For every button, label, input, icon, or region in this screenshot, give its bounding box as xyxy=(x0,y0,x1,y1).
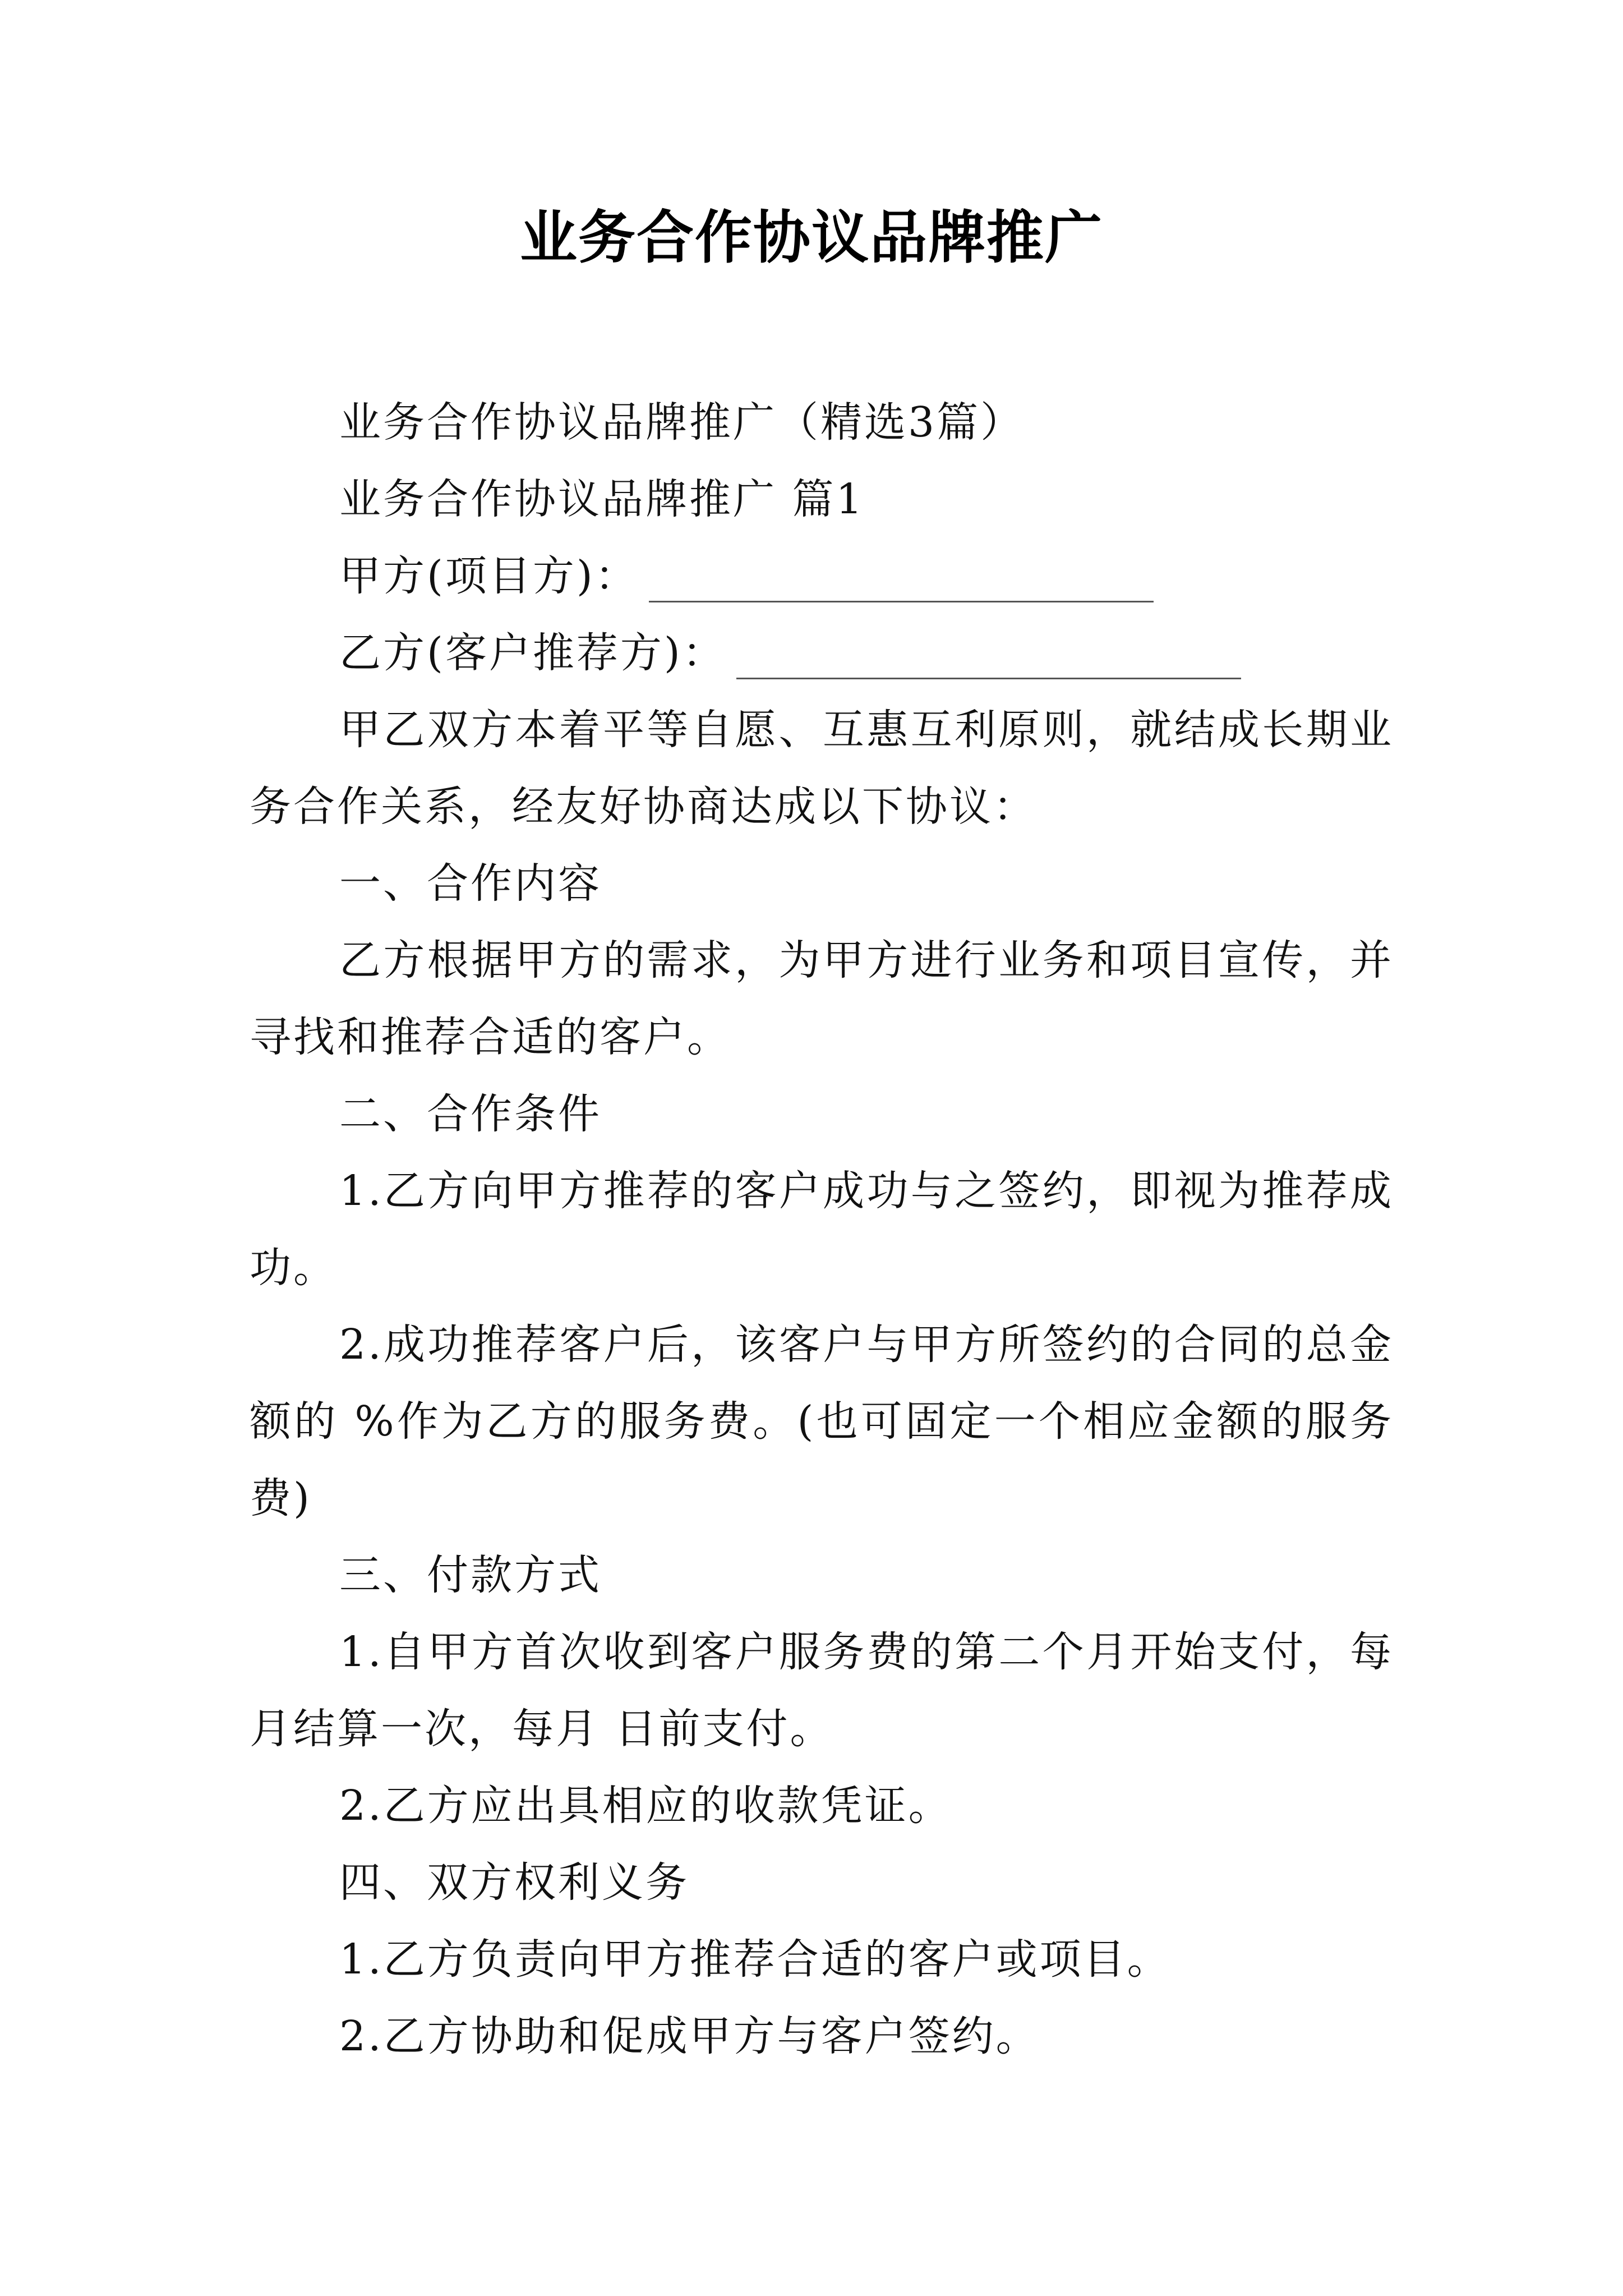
party-b-label: 乙方(客户推荐方)： xyxy=(339,629,726,677)
paragraph-party-b xyxy=(250,615,1394,692)
paragraph-payment-2: 2.乙方应出具相应的收款凭证。 xyxy=(339,1782,952,1830)
paragraph-obligation-1: 1.乙方负责向甲方推荐合适的客户或项目。 xyxy=(339,1935,1171,1984)
document-title: 业务合作协议品牌推广 xyxy=(520,205,1103,272)
paragraph-condition-2: 2.成功推荐客户后，该客户与甲方所签约的合同的总金额的 %作为乙方的服务费。(也可固定一个相应金额的服务费) xyxy=(250,1320,1394,1522)
document-body xyxy=(250,384,1394,2075)
section-heading-cooperation-conditions: 二、合作条件 xyxy=(339,1090,602,1138)
paragraph-obligation-2: 2.乙方协助和促成甲方与客户签约。 xyxy=(339,2012,1040,2060)
paragraph-collection-heading: 业务合作协议品牌推广（精选3篇） xyxy=(339,398,1025,447)
section-heading-rights-obligations: 四、双方权利义务 xyxy=(339,1858,689,1907)
section-heading-cooperation-content: 一、合作内容 xyxy=(339,859,602,908)
paragraph-preamble: 甲乙双方本着平等自愿、互惠互利原则，就结成长期业务合作关系，经友好协商达成以下协议： xyxy=(250,706,1394,831)
party-a-blank-line xyxy=(649,601,1154,602)
paragraph-payment-1: 1.自甲方首次收到客户服务费的第二个月开始支付，每月结算一次，每月 日前支付。 xyxy=(250,1628,1394,1753)
paragraph-article-heading: 业务合作协议品牌推广 篇1 xyxy=(339,475,865,523)
party-a-label: 甲方(项目方)： xyxy=(339,552,639,600)
paragraph-cooperation-content: 乙方根据甲方的需求，为甲方进行业务和项目宣传，并寻找和推荐合适的客户。 xyxy=(250,936,1394,1061)
paragraph-party-a xyxy=(250,538,1394,615)
section-heading-payment-method: 三、付款方式 xyxy=(339,1551,602,1599)
party-b-blank-line xyxy=(736,678,1241,679)
paragraph-condition-1: 1.乙方向甲方推荐的客户成功与之签约，即视为推荐成功。 xyxy=(250,1167,1394,1292)
